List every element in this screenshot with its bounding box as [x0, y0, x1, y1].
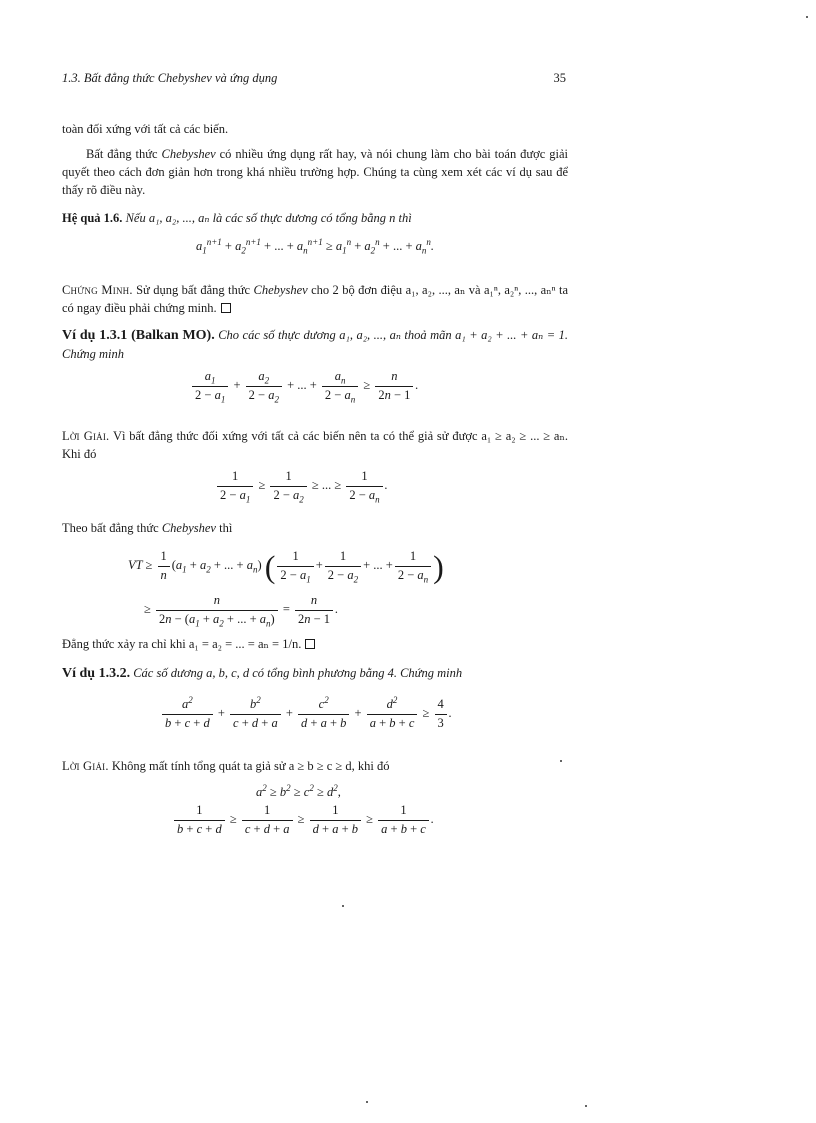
example-1-text: Cho các số thực dương a₁, a₂, ..., aₙ thoả mãn a₁ + a₂ + ... + aₙ = 1. Chứng minh	[62, 328, 568, 361]
proof-label: Chứng Minh.	[62, 283, 133, 297]
scan-speck	[366, 1101, 368, 1103]
equality-text: Đẳng thức xảy ra chỉ khi a₁ = a₂ = ... = aₙ = 1/n.	[62, 637, 302, 651]
scan-speck	[342, 905, 344, 907]
page-number: 35	[553, 71, 566, 85]
chebyshev-term-2: Chebyshev	[253, 283, 308, 297]
solution-1	[62, 428, 568, 464]
chebyshev-term-3: Chebyshev	[161, 521, 216, 535]
equation-order: $\frac{1}{2 - a_1}$ ≥ $\frac{1}{2 - a_2}$ ≥ ... ≥ $\frac{1}{2 - a_n}$ .	[215, 468, 388, 505]
equation-chebyshev-1: VT ≥ $\frac{1}{n}$ ($a_1 + a_2$ + ... + $a_n$) ( $\frac{1}{2 - a_1}$ + $\frac{1}{2 - a_2}$ + ... + $\frac{1}{2 - a_n}$ )	[128, 548, 444, 585]
corollary	[62, 210, 568, 228]
running-header	[62, 70, 566, 88]
equation-example-2: $\frac{a^2}{b + c + d}$ + $\frac{b^2}{c + d + a}$ + $\frac{c^2}{d + a + b}$ + $\frac{d^2}{a + b + c}$ ≥ $\frac{4}{3}$ .	[160, 696, 452, 733]
theo-text: Theo bất đẳng thức	[62, 521, 162, 535]
theo-line	[62, 520, 568, 538]
chebyshev-term: Chebyshev	[161, 147, 216, 161]
equation-corollary: $a_1^{n+1} + a_2^{n+1}$ + ... + $a_n^{n+1} \ge a_1^n + a_2^n$ + ... + $a_n^n$.	[195, 236, 435, 256]
proof	[62, 282, 568, 318]
p2-start: Bất đẳng thức	[86, 147, 162, 161]
equation-chebyshev-2: ≥ $\frac{n}{2n - (a_1 + a_2 + ... + a_n)}$ = $\frac{n}{2n - 1}$ .	[144, 593, 339, 629]
thi-text: thì	[215, 521, 233, 535]
corollary-label: Hệ quả 1.6.	[62, 211, 123, 225]
scan-speck	[560, 760, 562, 762]
example-2	[62, 664, 568, 684]
example-2-label: Ví dụ 1.3.2.	[62, 666, 131, 681]
qed-icon	[221, 303, 231, 313]
scan-speck	[806, 16, 808, 18]
proof-text-a: Sử dụng bất đẳng thức	[132, 283, 254, 297]
solution-2-label: Lời Giải.	[62, 759, 109, 773]
equation-example-1: $\frac{a_1}{2 - a_1}$ + $\frac{a_2}{2 - a_2}$ + ... + $\frac{a_n}{2 - a_n}$ ≥ $\frac{n}{2n - 1}$ .	[190, 368, 419, 405]
example-1-label: Ví dụ 1.3.1 (Balkan MO).	[62, 328, 215, 343]
section-title: 1.3. Bất đẳng thức Chebyshev và ứng dụng	[62, 71, 278, 85]
paragraph-2	[62, 146, 568, 199]
example-1	[62, 326, 568, 364]
equality-line	[62, 636, 568, 654]
solution-1-text: Vì bất đẳng thức đối xứng với tất cả các biến nên ta có thể giả sử được a₁ ≥ a₂ ≥ ... ≥ aₙ. Khi đó	[62, 429, 569, 461]
solution-2	[62, 758, 568, 776]
proof-text-b: cho 2 bộ đơn điệu a₁, a₂, ..., aₙ và a₁ⁿ, a₂ⁿ, ..., aₙⁿ ta có ngay điều phải chứng minh.	[62, 283, 568, 315]
equation-squares: $a^2 \ge b^2 \ge c^2 \ge d^2$,	[256, 782, 341, 799]
solution-1-label: Lời Giải.	[62, 429, 110, 443]
scan-speck	[585, 1105, 587, 1107]
solution-2-text: Không mất tính tổng quát ta giả sử a ≥ b ≥ c ≥ d, khi đó	[108, 759, 390, 773]
example-2-text: Các số dương a, b, c, d có tổng bình phương bằng 4. Chứng minh	[130, 666, 463, 680]
p2-end: có nhiều ứng dụng rất hay, và nói chung làm cho bài toán được giải quyết theo cách đơn giản hơn trong khá nhiều trường hợp. Chúng ta cùng xem xét các ví dụ sau để thấy rõ điều này.	[62, 147, 568, 197]
qed-icon-2	[305, 639, 315, 649]
equation-reciprocals: $\frac{1}{b + c + d}$ ≥ $\frac{1}{c + d + a}$ ≥ $\frac{1}{d + a + b}$ ≥ $\frac{1}{a + b + c}$ .	[172, 802, 434, 839]
paragraph-1: toàn đối xứng với tất cả các biến.	[62, 122, 229, 136]
corollary-text: Nếu a₁, a₂, ..., aₙ là các số thực dương có tổng bằng n thì	[125, 211, 412, 225]
